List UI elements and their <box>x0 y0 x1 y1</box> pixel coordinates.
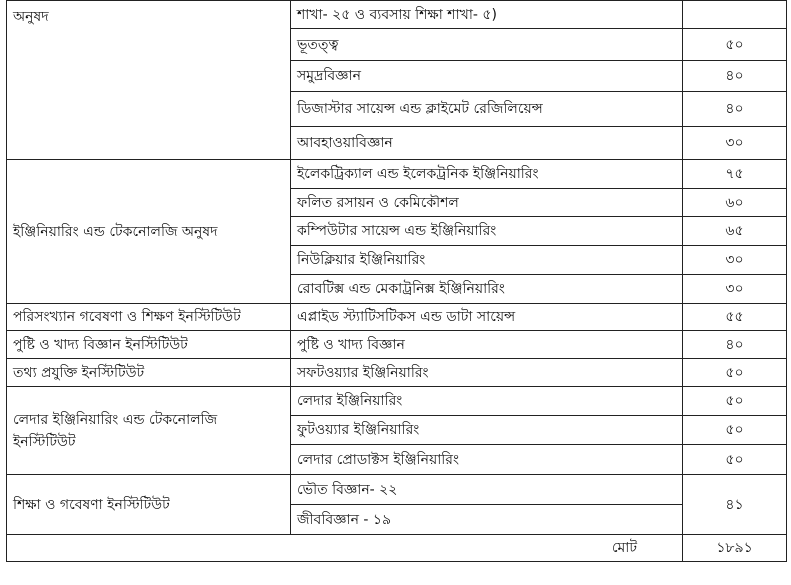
subject-cell: ফুটওয়্যার ইঞ্জিনিয়ারিং <box>291 416 683 445</box>
institute-cell: পুষ্টি ও খাদ্য বিজ্ঞান ইনস্টিটিউট <box>7 331 291 359</box>
subject-cell: সফটওয়্যার ইঞ্জিনিয়ারিং <box>291 359 683 387</box>
subject-cell: ফলিত রসায়ন ও কেমিকৌশল <box>291 189 683 217</box>
subject-cell: ভৌত বিজ্ঞান- ২২ <box>291 475 683 505</box>
seats-cell: ৫০ <box>683 29 787 61</box>
subject-cell: এপ্লাইড স্ট্যাটিসটিকস এন্ড ডাটা সায়েন্স <box>291 304 683 331</box>
seats-cell: ৫৫ <box>683 304 787 331</box>
subject-cell: রোবটিক্স এন্ড মেকাট্রনিক্স ইঞ্জিনিয়ারিং <box>291 275 683 304</box>
seat-table <box>6 0 787 562</box>
subject-cell: লেদার প্রোডাক্টস ইঞ্জিনিয়ারিং <box>291 445 683 475</box>
subject-cell: আবহাওয়াবিজ্ঞান <box>291 127 683 160</box>
seats-cell: ৫০ <box>683 387 787 416</box>
subject-cell: ইলেকট্রিক্যাল এন্ড ইলেকট্রনিক ইঞ্জিনিয়ারিং <box>291 160 683 189</box>
institute-cell: অনুষদ <box>7 1 291 160</box>
merged-seats-cell: ৪১ <box>683 475 787 535</box>
subject-cell: নিউক্লিয়ার ইঞ্জিনিয়ারিং <box>291 246 683 275</box>
subject-cell: শাখা- ২৫ ও ব্যবসায় শিক্ষা শাখা- ৫) <box>291 1 683 29</box>
total-label: মোট <box>7 535 683 562</box>
subject-cell: ভূতত্ত্ব <box>291 29 683 61</box>
seats-cell: ৫০ <box>683 359 787 387</box>
seats-cell: ৩০ <box>683 246 787 275</box>
seats-cell: ৩০ <box>683 127 787 160</box>
seats-cell: ৪০ <box>683 92 787 127</box>
seats-cell: ৫০ <box>683 445 787 475</box>
subject-cell: ডিজাস্টার সায়েন্স এন্ড ক্লাইমেট রেজিলিয়েন্স <box>291 92 683 127</box>
seats-cell: ৪০ <box>683 331 787 359</box>
institute-cell: শিক্ষা ও গবেষণা ইনস্টিটিউট <box>7 475 291 535</box>
seats-cell: ৫০ <box>683 416 787 445</box>
institute-cell: পরিসংখ্যান গবেষণা ও শিক্ষণ ইনস্টিটিউট <box>7 304 291 331</box>
subject-cell: কম্পিউটার সায়েন্স এন্ড ইঞ্জিনিয়ারিং <box>291 217 683 246</box>
seats-cell <box>683 1 787 29</box>
total-value: ১৮৯১ <box>683 535 787 562</box>
subject-cell: পুষ্টি ও খাদ্য বিজ্ঞান <box>291 331 683 359</box>
institute-cell: তথ্য প্রযুক্তি ইনস্টিটিউট <box>7 359 291 387</box>
seats-cell: ৬০ <box>683 189 787 217</box>
institute-cell: লেদার ইঞ্জিনিয়ারিং এন্ড টেকনোলজি ইনস্টিটিউট <box>7 387 291 475</box>
seats-cell: ৬৫ <box>683 217 787 246</box>
subject-cell: লেদার ইঞ্জিনিয়ারিং <box>291 387 683 416</box>
subject-cell: জীববিজ্ঞান - ১৯ <box>291 505 683 535</box>
seats-cell: ৭৫ <box>683 160 787 189</box>
seats-cell: ৩০ <box>683 275 787 304</box>
subject-cell: সমুদ্রবিজ্ঞান <box>291 61 683 92</box>
institute-cell: ইঞ্জিনিয়ারিং এন্ড টেকনোলজি অনুষদ <box>7 160 291 304</box>
seats-cell: ৪০ <box>683 61 787 92</box>
